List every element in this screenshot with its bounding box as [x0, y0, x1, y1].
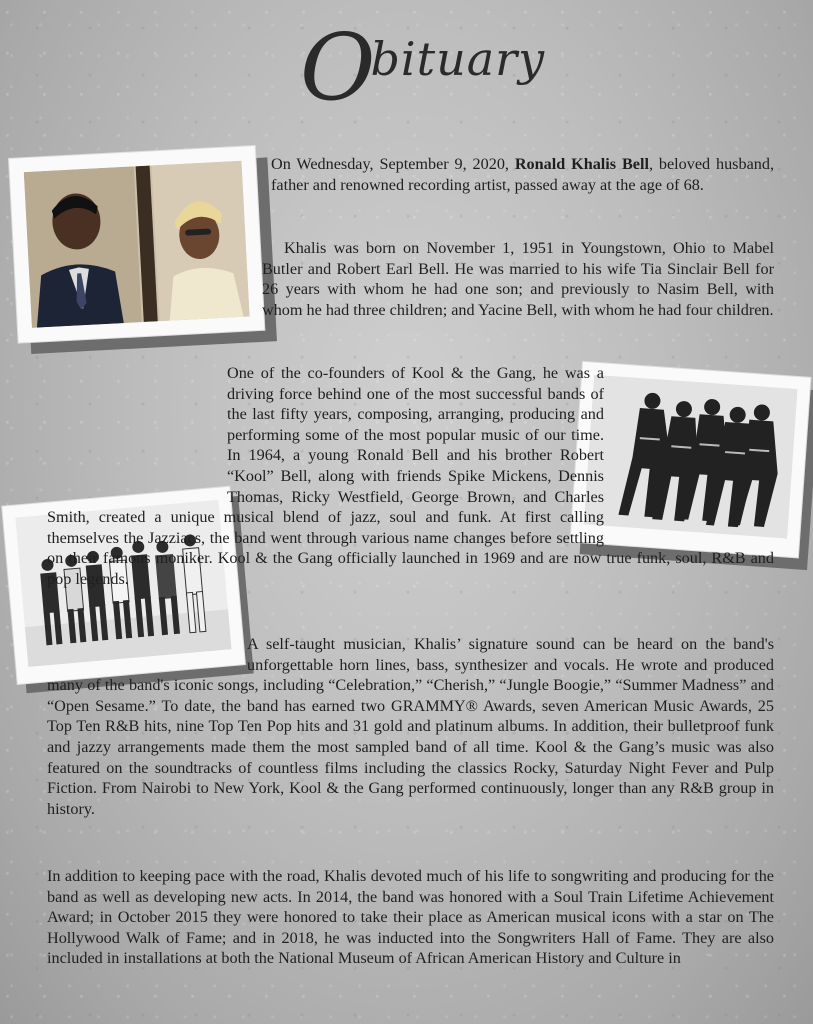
title-initial: O — [300, 14, 377, 121]
page-title — [300, 14, 546, 121]
photo-frame-couple — [9, 145, 277, 354]
deceased-name: Ronald Khalis Bell — [514, 155, 649, 173]
paragraph-family: Khalis was born on November 1, 1951 in Youngstown, Ohio to Mabel Butler and Robert Earl Bell. He was married to his wife Tia Sinclair Bell for 26 years with whom he had one son; and previously to Nasim Bell, with whom he had three children; and Yacine Bell, with whom he had four children. — [262, 239, 774, 319]
photo-couple — [24, 161, 250, 328]
title-rest: bituary — [370, 32, 546, 86]
career-text: One of the co-founders of Kool & the Gang, he was a driving force behind one of the most successful bands of the last fifty years, composing, arranging, producing and performing some of the most popular music of our time. In 1964, a young Ronald Bell and his brother Robert “Kool” Bell, along with friends Spike Mickens, Dennis Thomas, Ricky Westfield, George Brown, and Charles Smith, created a unique musical blend of jazz, soul and funk. At first calling themselves the Jazziacs, the band went through various name changes before settling on their famous moniker. Kool & the Gang officially launched in 1969 and are now true funk, soul, R&B and pop legends. — [47, 364, 774, 588]
p1-prefix: On Wednesday, September 9, 2020, — [271, 155, 515, 173]
paragraph-death-notice — [271, 154, 774, 195]
paragraph-legacy — [47, 634, 774, 819]
p1-suffix: , beloved husband, father and renowned recording artist, passed away at the age of 68. — [271, 155, 774, 194]
paragraph-honors: In addition to keeping pace with the road, Khalis devoted much of his life to songwriting and producing for the band as well as developing new acts. In 2014, the band was honored with a Soul Train Lifetime Achievement Award; in October 2015 they were honored to take their place as American musical icons with a star on The Hollywood Walk of Fame; and in 2018, he was inducted into the Songwriters Hall of Fame. They are also included in installations at both the National Museum of African American History and Culture in — [47, 867, 774, 968]
legacy-text: A self-taught musician, Khalis’ signature sound can be heard on the band's unforgettable horn lines, bass, synthesizer and vocals. He wrote and produced many of the band's iconic songs, including “Celebration,” “Cherish,” “Jungle Boogie,” “Summer Madness” and “Open Sesame.” To date, the band has earned two GRAMMY® Awards, seven American Music Awards, 25 Top Ten R&B hits, nine Top Ten Pop hits and 31 gold and platinum albums. In addition, their bulletproof funk and jazzy arrangements made them the most sampled band of all time. Kool & the Gang’s music was also featured on the soundtracks of countless films including the classics Rocky, Saturday Night Fever and Pulp Fiction. From Nairobi to New York, Kool & the Gang performed continuously, longer than any R&B group in history. — [47, 635, 774, 818]
paragraph-career — [47, 363, 774, 590]
